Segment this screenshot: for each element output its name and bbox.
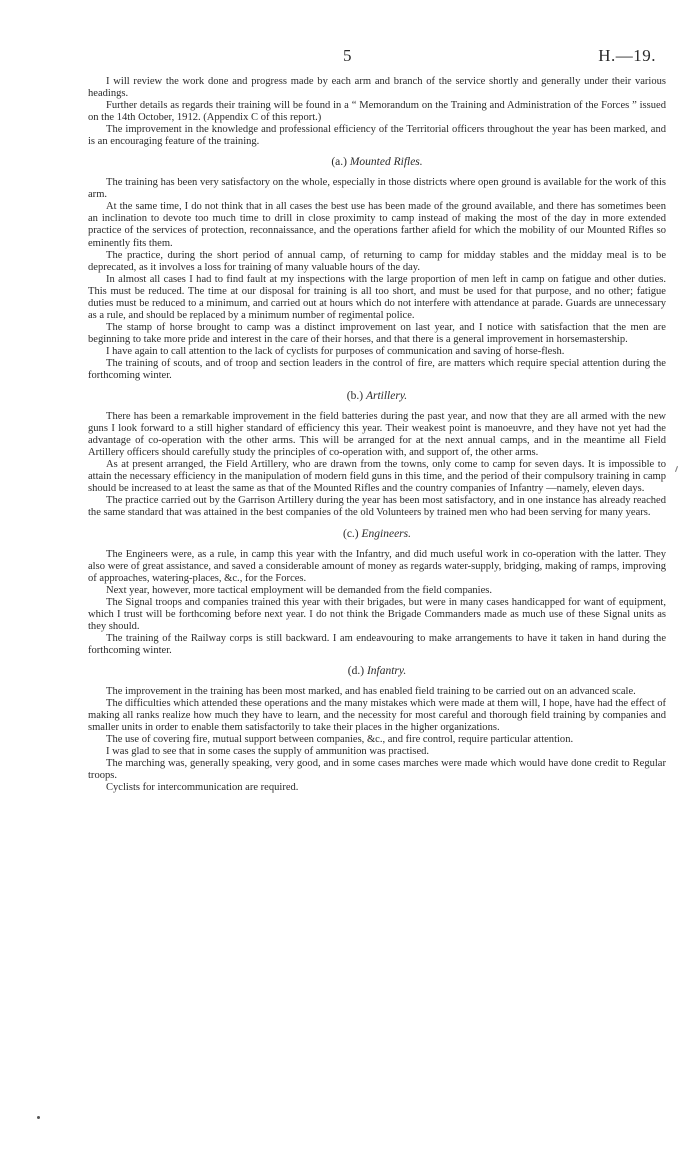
paragraph: The stamp of horse brought to camp was a distinct improvement on last year, and I notice with satisfaction that the men are beginning to take more pride and interest in the care of their horses, and that there is a general improvement in horsemastership. bbox=[88, 321, 666, 345]
section-heading bbox=[88, 528, 666, 541]
paragraph: I have again to call attention to the lack of cyclists for purposes of communication and saving of horse-flesh. bbox=[106, 345, 565, 357]
section-heading bbox=[88, 665, 666, 678]
paragraph: I was glad to see that in some cases the supply of ammunition was practised. bbox=[106, 746, 430, 758]
paragraph: The training of scouts, and of troop and section leaders in the control of fire, are matters which require special attention during the forthcoming winter. bbox=[88, 357, 666, 382]
section-heading bbox=[88, 156, 666, 169]
section-artillery bbox=[88, 390, 666, 519]
paragraph: The use of covering fire, mutual support between companies, &c., and fire control, require particular attention. bbox=[106, 734, 574, 746]
paragraph: The training of the Railway corps is still backward. I am endeavouring to make arrangements to have it taken in hand during the forthcoming winter. bbox=[88, 632, 666, 656]
document-reference: H.—19. bbox=[598, 46, 656, 65]
section-title: Infantry. bbox=[366, 664, 407, 677]
paragraph: As at present arranged, the Field Artillery, who are drawn from the towns, only come to camp for seven days. It is impossible to attain the necessary efficiency in the manipulation of modern field guns in this time, and the period of their compulsory training in camp should be increased to at least the same as that of the Mounted Rifles and the country companies of Infantry —namely, eleven days. bbox=[88, 459, 666, 495]
section-prefix: (b.) bbox=[346, 390, 366, 403]
paragraph: The difficulties which attended these operations and the many mistakes which were made at them will, I hope, have had the effect of making all ranks realize how much they have to learn, and the necessity for most careful and thorough field training by companies and smaller units in order to enable them satisfactorily to take their places in the higher organizations. bbox=[88, 697, 666, 734]
paragraph: Cyclists for intercommunication are required. bbox=[106, 782, 299, 794]
intro-block bbox=[88, 76, 666, 148]
paragraph: The marching was, generally speaking, very good, and in some cases marches were made which would have done credit to Regular troops. bbox=[88, 758, 666, 782]
section-title: Engineers. bbox=[361, 527, 412, 540]
page-number: 5 bbox=[343, 46, 352, 65]
section-prefix: (c.) bbox=[342, 527, 362, 540]
section-mounted-rifles bbox=[88, 156, 666, 382]
paragraph: At the same time, I do not think that in all cases the best use has been made of the ground available, and there has sometimes been an inclination to devote too much time to drill in close proximity to camp instead of making the most of the day in more extended practice of the services of protection, reconnaissance, and the operations farther afield for which the mobility of our Mounted Rifles so eminently fits them. bbox=[88, 201, 666, 249]
page-header bbox=[0, 46, 700, 70]
section-heading bbox=[88, 390, 666, 403]
paragraph: The Signal troops and companies trained this year with their brigades, but were in many cases handicapped for want of equipment, which I trust will be forthcoming before next year. I do not think the Brigade Commanders made as much use of these Signal units as they should. bbox=[88, 596, 666, 632]
scan-speck bbox=[37, 1116, 40, 1119]
margin-mark bbox=[675, 466, 678, 472]
paragraph: The training has been very satisfactory on the whole, especially in those districts where open ground is available for the work of this arm. bbox=[88, 177, 666, 201]
paragraph: The improvement in the training has been most marked, and has enabled field training to be carried out on an advanced scale. bbox=[106, 685, 636, 697]
paragraph: Next year, however, more tactical employment will be demanded from the field companies. bbox=[106, 584, 493, 596]
paragraph: In almost all cases I had to find fault at my inspections with the large proportion of men left in camp on fatigue and other duties. This must be reduced. The time at our disposal for training is all too short, and must be used for that purpose, and no other; fatigue duties must be reduced to a minimum, and carried out at hours which do not interfere with attendance at parade. Guards are unnecessary as a rule, and should be replaced by a minimum number of regimental police. bbox=[88, 273, 666, 321]
section-engineers bbox=[88, 528, 666, 657]
paragraph: The practice carried out by the Garrison Artillery during the year has been most satisfactory, and in one instance has already reached the same standard that was attained in the best companies of the old Volunteers by trained men who had been serving for many years. bbox=[88, 495, 666, 519]
paragraph: Further details as regards their training will be found in a “ Memorandum on the Training and Administration of the Forces ” issued on the 14th October, 1912. (Appendix C of this report.) bbox=[88, 100, 666, 124]
section-title: Mounted Rifles. bbox=[349, 156, 423, 169]
section-infantry bbox=[88, 665, 666, 794]
paragraph: The improvement in the knowledge and professional efficiency of the Territorial officers throughout the year has been marked, and is an encouraging feature of the training. bbox=[88, 124, 666, 148]
paragraph: The Engineers were, as a rule, in camp this year with the Infantry, and did much useful work in co-operation with the latter. They also were of great assistance, and saved a considerable amount of money as regards water-supply, bridging, making of ramps, improving of approaches, watering-places, &c., for the Forces. bbox=[88, 548, 666, 584]
section-title: Artillery. bbox=[365, 390, 408, 403]
section-prefix: (a.) bbox=[331, 156, 350, 169]
paragraph: I will review the work done and progress made by each arm and branch of the service shortly and generally under their various headings. bbox=[88, 76, 666, 100]
paragraph: The practice, during the short period of annual camp, of returning to camp for midday stables and the midday meal is to be deprecated, as it involves a loss for training of many valuable hours of the day. bbox=[88, 249, 666, 273]
paragraph: There has been a remarkable improvement in the field batteries during the past year, and now that they are all armed with the new guns I look forward to a still higher standard of efficiency this year. Their weakest point is manoeuvre, and they have not yet had the advantage of co-operation with the other arms. This will be arranged for at the next annual camps, and in the meantime all Field Artillery officers should carefully study the principles of co-operation with, and support of, the other arms. bbox=[88, 411, 666, 459]
section-prefix: (d.) bbox=[347, 664, 367, 677]
document-body bbox=[88, 76, 666, 794]
